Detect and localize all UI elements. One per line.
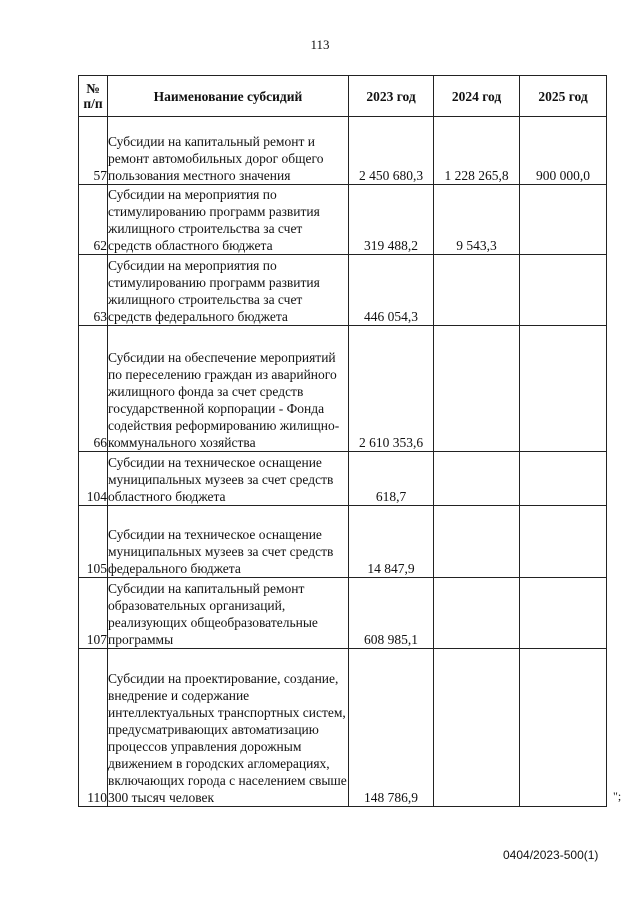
header-num: № п/п <box>79 76 108 117</box>
row-2023: 2 610 353,6 <box>349 326 434 452</box>
row-name: Субсидии на обеспечение мероприятий по переселению граждан из аварийного жилищного фонда за счет средств государственной корпорации - Фонда содействия реформированию жилищно-коммунального хозяйства <box>108 326 349 452</box>
row-2023: 2 450 680,3 <box>349 117 434 185</box>
table-row <box>79 578 607 649</box>
table-row <box>79 326 607 452</box>
header-2023: 2023 год <box>349 76 434 117</box>
row-2025 <box>520 649 607 807</box>
row-num: 105 <box>79 506 108 578</box>
row-2023: 319 488,2 <box>349 185 434 255</box>
row-num: 62 <box>79 185 108 255</box>
row-num: 104 <box>79 452 108 506</box>
row-2025 <box>520 255 607 326</box>
row-2025 <box>520 506 607 578</box>
row-2024 <box>434 506 520 578</box>
row-name: Субсидии на техническое оснащение муниципальных музеев за счет средств областного бюджета <box>108 452 349 506</box>
table-row <box>79 117 607 185</box>
row-2024 <box>434 452 520 506</box>
row-2023: 446 054,3 <box>349 255 434 326</box>
row-2023: 608 985,1 <box>349 578 434 649</box>
row-2024 <box>434 578 520 649</box>
header-2024: 2024 год <box>434 76 520 117</box>
row-2025 <box>520 326 607 452</box>
row-num: 66 <box>79 326 108 452</box>
row-name: Субсидии на мероприятия по стимулированию программ развития жилищного строительства за счет средств областного бюджета <box>108 185 349 255</box>
document-code: 0404/2023-500(1) <box>503 848 599 862</box>
row-2025 <box>520 185 607 255</box>
row-2025 <box>520 578 607 649</box>
table-row <box>79 255 607 326</box>
row-name: Субсидии на мероприятия по стимулированию программ развития жилищного строительства за счет средств федерального бюджета <box>108 255 349 326</box>
row-2024: 9 543,3 <box>434 185 520 255</box>
row-name: Субсидии на капитальный ремонт и ремонт автомобильных дорог общего пользования местного значения <box>108 117 349 185</box>
table-header-row <box>79 76 607 117</box>
row-2023: 618,7 <box>349 452 434 506</box>
row-2024 <box>434 255 520 326</box>
row-2023: 14 847,9 <box>349 506 434 578</box>
row-num: 57 <box>79 117 108 185</box>
row-2025 <box>520 452 607 506</box>
row-num: 110 <box>79 649 108 807</box>
row-name: Субсидии на проектирование, создание, внедрение и содержание интеллектуальных транспортных систем, предусматривающих автоматизацию процессов управления дорожным движением в городских агломерациях, включающих города с населением свыше 300 тысяч человек <box>108 649 349 807</box>
page-number: 113 <box>310 37 330 52</box>
table-row <box>79 185 607 255</box>
row-2025: 900 000,0 <box>520 117 607 185</box>
row-2024 <box>434 649 520 807</box>
header-name: Наименование субсидий <box>108 76 349 117</box>
row-name: Субсидии на техническое оснащение муниципальных музеев за счет средств федерального бюджета <box>108 506 349 578</box>
header-2025: 2025 год <box>520 76 607 117</box>
closing-quote-mark: "; <box>613 789 622 803</box>
subsidies-table <box>78 75 607 807</box>
row-num: 107 <box>79 578 108 649</box>
table-row <box>79 452 607 506</box>
row-name: Субсидии на капитальный ремонт образовательных организаций, реализующих общеобразовательные программы <box>108 578 349 649</box>
row-2024: 1 228 265,8 <box>434 117 520 185</box>
table-row <box>79 649 607 807</box>
table-row <box>79 506 607 578</box>
row-num: 63 <box>79 255 108 326</box>
row-2024 <box>434 326 520 452</box>
row-2023: 148 786,9 <box>349 649 434 807</box>
